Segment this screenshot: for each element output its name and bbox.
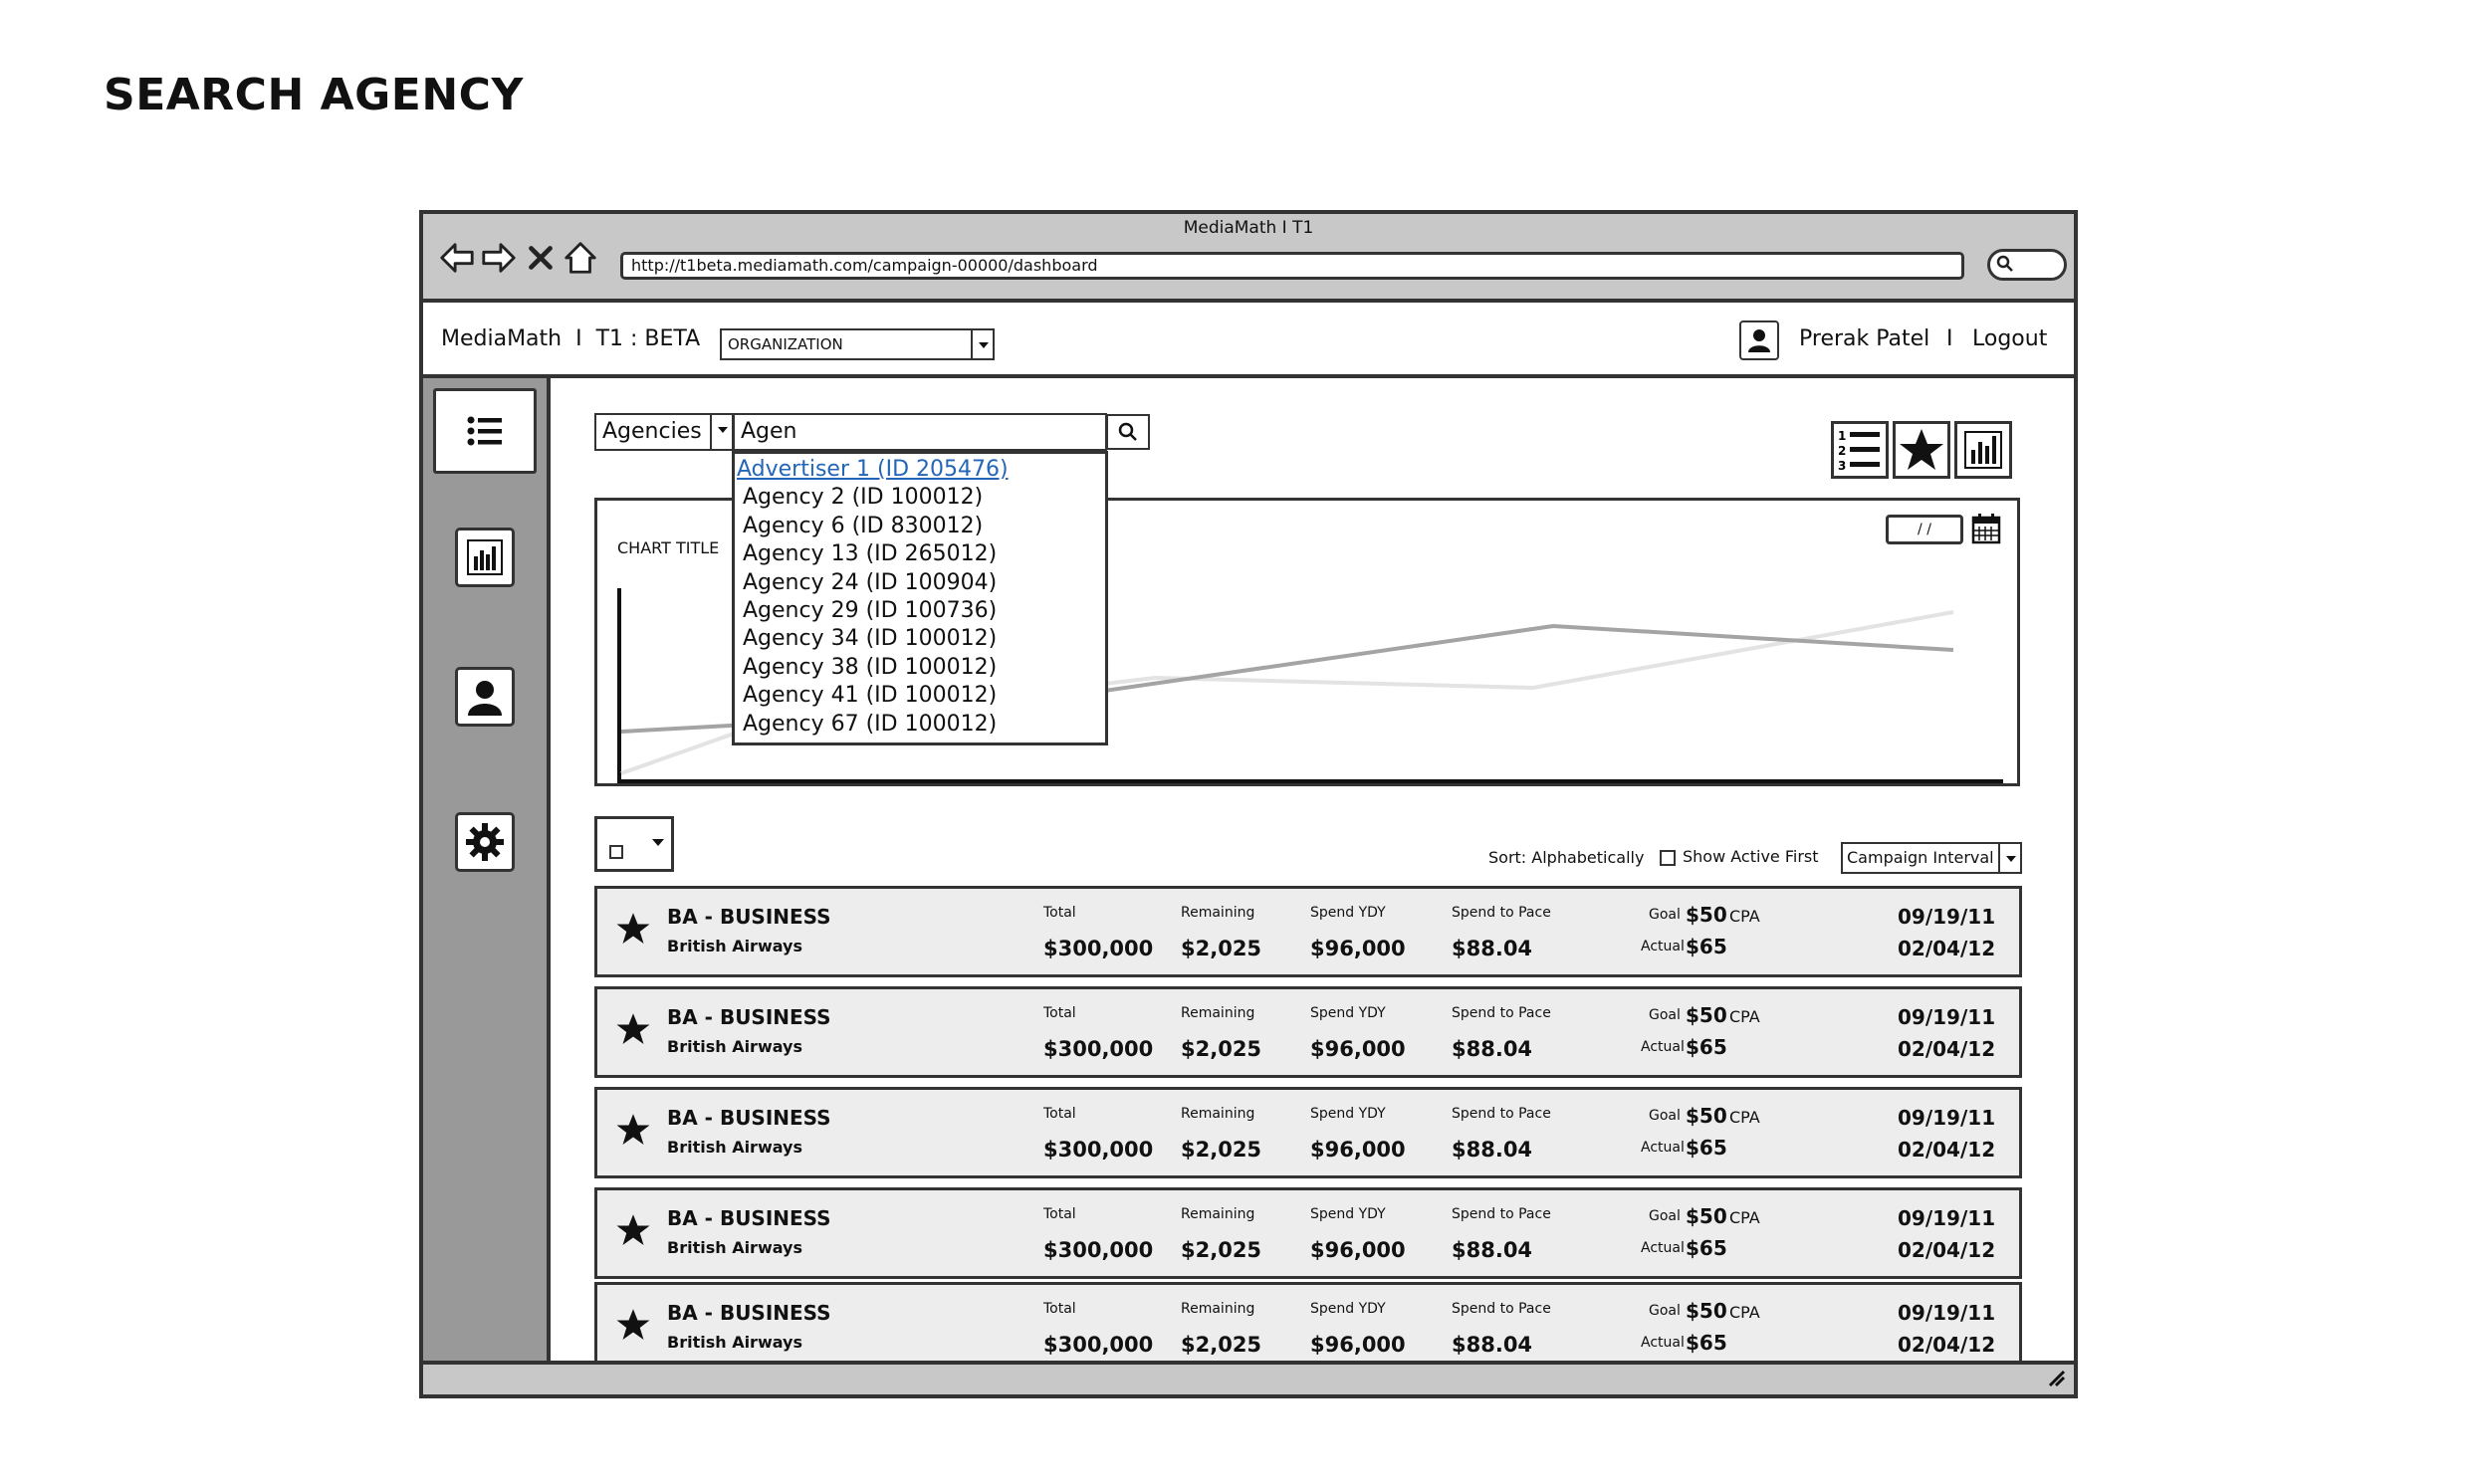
user-icon bbox=[1746, 327, 1772, 353]
goal-label: Goal bbox=[1649, 1108, 1681, 1124]
end-date: 02/04/12 bbox=[1898, 1037, 1996, 1061]
search-result-item[interactable]: Agency 34 (ID 100012) bbox=[743, 626, 998, 652]
spend-ydy-value: $96,000 bbox=[1310, 1037, 1406, 1061]
browser-window bbox=[419, 210, 2078, 1398]
numbered-list-icon bbox=[1836, 426, 1884, 474]
list-item[interactable] bbox=[594, 1087, 2022, 1178]
star-icon bbox=[1898, 426, 1945, 474]
chevron-down-icon bbox=[971, 330, 993, 358]
spend-to-pace-value: $88.04 bbox=[1452, 1037, 1533, 1061]
end-date: 02/04/12 bbox=[1898, 1333, 1996, 1357]
sidebar bbox=[423, 378, 551, 1369]
start-date: 09/19/11 bbox=[1898, 1301, 1996, 1325]
main-content bbox=[551, 378, 2074, 1369]
goal-value: $50 bbox=[1686, 903, 1727, 927]
remaining-value: $2,025 bbox=[1181, 1238, 1262, 1262]
show-active-label: Show Active First bbox=[1683, 847, 1819, 866]
search-result-item[interactable]: Agency 2 (ID 100012) bbox=[743, 485, 984, 511]
total-label: Total bbox=[1043, 1301, 1076, 1317]
remaining-label: Remaining bbox=[1181, 1106, 1255, 1122]
bar-chart-icon bbox=[1959, 426, 2007, 474]
svg-text:2: 2 bbox=[1838, 444, 1847, 458]
end-date: 02/04/12 bbox=[1898, 937, 1996, 960]
start-date: 09/19/11 bbox=[1898, 1106, 1996, 1130]
url-bar[interactable]: http://t1beta.mediamath.com/campaign-00000/dashboard bbox=[620, 252, 1964, 280]
page-title: SEARCH AGENCY bbox=[104, 70, 524, 120]
sidebar-item-settings[interactable] bbox=[455, 812, 515, 872]
goal-type: CPA bbox=[1729, 1007, 1760, 1026]
campaign-name: BA - BUSINESS bbox=[667, 1206, 831, 1230]
list-item[interactable] bbox=[594, 986, 2022, 1078]
campaign-advertiser: British Airways bbox=[667, 1238, 802, 1257]
spend-ydy-label: Spend YDY bbox=[1310, 1206, 1386, 1222]
search-result-item[interactable]: Agency 24 (ID 100904) bbox=[743, 569, 998, 595]
goal-value: $50 bbox=[1686, 1299, 1727, 1323]
end-date: 02/04/12 bbox=[1898, 1138, 1996, 1162]
spend-to-pace-label: Spend to Pace bbox=[1452, 1106, 1551, 1122]
app-header bbox=[423, 303, 2074, 378]
total-label: Total bbox=[1043, 1106, 1076, 1122]
total-value: $300,000 bbox=[1043, 1037, 1154, 1061]
campaign-name: BA - BUSINESS bbox=[667, 1005, 831, 1029]
search-result-item[interactable]: Advertiser 1 (ID 205476) bbox=[737, 457, 1009, 482]
remaining-value: $2,025 bbox=[1181, 937, 1262, 960]
resize-handle-icon[interactable] bbox=[2044, 1366, 2066, 1392]
goal-value: $50 bbox=[1686, 1204, 1727, 1228]
total-label: Total bbox=[1043, 905, 1076, 921]
campaign-advertiser: British Airways bbox=[667, 1138, 802, 1157]
sidebar-item-reports[interactable] bbox=[455, 528, 515, 587]
actual-label: Actual bbox=[1641, 939, 1685, 954]
goal-label: Goal bbox=[1649, 907, 1681, 923]
star-icon[interactable] bbox=[615, 1011, 651, 1047]
spend-to-pace-value: $88.04 bbox=[1452, 1333, 1533, 1357]
chevron-down-icon bbox=[710, 415, 732, 449]
spend-ydy-label: Spend YDY bbox=[1310, 905, 1386, 921]
back-arrow-icon[interactable] bbox=[437, 238, 477, 278]
campaign-name: BA - BUSINESS bbox=[667, 1106, 831, 1130]
start-date: 09/19/11 bbox=[1898, 1206, 1996, 1230]
spend-to-pace-label: Spend to Pace bbox=[1452, 1005, 1551, 1021]
actual-value: $65 bbox=[1686, 1035, 1727, 1059]
spend-ydy-value: $96,000 bbox=[1310, 1333, 1406, 1357]
search-result-item[interactable]: Agency 67 (ID 100012) bbox=[743, 711, 998, 737]
remaining-label: Remaining bbox=[1181, 1301, 1255, 1317]
total-label: Total bbox=[1043, 1206, 1076, 1222]
search-result-item[interactable]: Agency 29 (ID 100736) bbox=[743, 597, 998, 623]
bar-chart-icon bbox=[464, 536, 506, 578]
spend-ydy-label: Spend YDY bbox=[1310, 1106, 1386, 1122]
goal-value: $50 bbox=[1686, 1003, 1727, 1027]
campaign-advertiser: British Airways bbox=[667, 1333, 802, 1352]
list-item[interactable] bbox=[594, 886, 2022, 977]
campaign-list bbox=[594, 886, 2022, 1369]
remaining-label: Remaining bbox=[1181, 905, 1255, 921]
sidebar-item-list[interactable] bbox=[433, 388, 537, 474]
sort-label[interactable]: Sort: Alphabetically bbox=[1488, 848, 1645, 867]
spend-to-pace-label: Spend to Pace bbox=[1452, 1301, 1551, 1317]
chart-title: CHART TITLE bbox=[617, 538, 720, 557]
browser-toolbar bbox=[423, 214, 2074, 303]
search-button[interactable] bbox=[1106, 414, 1150, 450]
organization-select[interactable] bbox=[720, 328, 995, 360]
svg-text:3: 3 bbox=[1838, 459, 1847, 473]
search-scope-select[interactable] bbox=[594, 413, 734, 451]
total-value: $300,000 bbox=[1043, 1238, 1154, 1262]
bulk-select-button[interactable] bbox=[594, 816, 674, 872]
spend-ydy-value: $96,000 bbox=[1310, 937, 1406, 960]
home-icon[interactable] bbox=[561, 238, 600, 278]
spend-to-pace-value: $88.04 bbox=[1452, 937, 1533, 960]
chevron-down-icon bbox=[1998, 844, 2020, 872]
remaining-value: $2,025 bbox=[1181, 1333, 1262, 1357]
actual-value: $65 bbox=[1686, 1236, 1727, 1260]
goal-label: Goal bbox=[1649, 1303, 1681, 1319]
remaining-label: Remaining bbox=[1181, 1005, 1255, 1021]
interval-select[interactable] bbox=[1841, 842, 2022, 874]
actual-value: $65 bbox=[1686, 935, 1727, 958]
spend-to-pace-label: Spend to Pace bbox=[1452, 905, 1551, 921]
remaining-label: Remaining bbox=[1181, 1206, 1255, 1222]
start-date: 09/19/11 bbox=[1898, 905, 1996, 929]
user-icon bbox=[464, 676, 506, 718]
favorites-view-button[interactable] bbox=[1893, 421, 1950, 479]
total-value: $300,000 bbox=[1043, 1138, 1154, 1162]
spend-ydy-value: $96,000 bbox=[1310, 1238, 1406, 1262]
goal-value: $50 bbox=[1686, 1104, 1727, 1128]
start-date: 09/19/11 bbox=[1898, 1005, 1996, 1029]
spend-to-pace-label: Spend to Pace bbox=[1452, 1206, 1551, 1222]
search-result-item[interactable]: Agency 41 (ID 100012) bbox=[743, 683, 998, 709]
interval-select-value: Campaign Interval bbox=[1847, 848, 1994, 867]
avatar[interactable] bbox=[1739, 320, 1779, 360]
end-date: 02/04/12 bbox=[1898, 1238, 1996, 1262]
search-result-item[interactable]: Agency 6 (ID 830012) bbox=[743, 513, 984, 538]
goal-type: CPA bbox=[1729, 1108, 1760, 1127]
campaign-advertiser: British Airways bbox=[667, 1037, 802, 1056]
app-brand: MediaMath I T1 : BETA bbox=[441, 326, 701, 351]
chevron-down-icon bbox=[652, 839, 664, 846]
total-label: Total bbox=[1043, 1005, 1076, 1021]
star-icon[interactable] bbox=[615, 1307, 651, 1343]
spend-ydy-label: Spend YDY bbox=[1310, 1005, 1386, 1021]
list-item[interactable] bbox=[594, 1187, 2022, 1279]
campaign-name: BA - BUSINESS bbox=[667, 905, 831, 929]
remaining-value: $2,025 bbox=[1181, 1138, 1262, 1162]
actual-label: Actual bbox=[1641, 1039, 1685, 1055]
remaining-value: $2,025 bbox=[1181, 1037, 1262, 1061]
search-result-item[interactable]: Agency 38 (ID 100012) bbox=[743, 654, 998, 680]
search-icon bbox=[1118, 422, 1138, 442]
search-results-dropdown bbox=[732, 451, 1108, 745]
star-icon[interactable] bbox=[615, 1212, 651, 1248]
goal-type: CPA bbox=[1729, 907, 1760, 926]
total-value: $300,000 bbox=[1043, 1333, 1154, 1357]
browser-title: MediaMath I T1 bbox=[1183, 218, 1314, 238]
goal-label: Goal bbox=[1649, 1208, 1681, 1224]
actual-value: $65 bbox=[1686, 1136, 1727, 1160]
goal-label: Goal bbox=[1649, 1007, 1681, 1023]
gear-icon bbox=[464, 821, 506, 863]
header-separator: I bbox=[1946, 326, 1953, 351]
forward-arrow-icon[interactable] bbox=[479, 238, 519, 278]
campaign-advertiser: British Airways bbox=[667, 937, 802, 955]
star-icon[interactable] bbox=[615, 911, 651, 947]
search-scope-value: Agencies bbox=[602, 419, 702, 444]
checkbox-icon bbox=[609, 845, 623, 859]
user-name[interactable]: Prerak Patel bbox=[1799, 326, 1930, 351]
chart-view-button[interactable] bbox=[1954, 421, 2012, 479]
goal-type: CPA bbox=[1729, 1208, 1760, 1227]
svg-text:1: 1 bbox=[1838, 429, 1847, 443]
spend-ydy-label: Spend YDY bbox=[1310, 1301, 1386, 1317]
numbered-list-view-button[interactable] bbox=[1831, 421, 1889, 479]
search-icon bbox=[1996, 255, 2014, 277]
actual-label: Actual bbox=[1641, 1240, 1685, 1256]
actual-label: Actual bbox=[1641, 1140, 1685, 1156]
actual-label: Actual bbox=[1641, 1335, 1685, 1351]
show-active-checkbox[interactable] bbox=[1660, 850, 1676, 866]
actual-value: $65 bbox=[1686, 1331, 1727, 1355]
list-icon bbox=[464, 410, 506, 452]
campaign-name: BA - BUSINESS bbox=[667, 1301, 831, 1325]
total-value: $300,000 bbox=[1043, 937, 1154, 960]
search-input[interactable]: Agen bbox=[733, 413, 1107, 451]
spend-to-pace-value: $88.04 bbox=[1452, 1138, 1533, 1162]
star-icon[interactable] bbox=[615, 1112, 651, 1148]
close-icon[interactable] bbox=[521, 238, 561, 278]
spend-ydy-value: $96,000 bbox=[1310, 1138, 1406, 1162]
search-result-item[interactable]: Agency 13 (ID 265012) bbox=[743, 541, 998, 567]
browser-search-field[interactable] bbox=[1987, 249, 2067, 281]
spend-to-pace-value: $88.04 bbox=[1452, 1238, 1533, 1262]
organization-select-value: ORGANIZATION bbox=[728, 335, 843, 353]
date-input[interactable]: / / bbox=[1886, 515, 1963, 544]
status-bar bbox=[423, 1361, 2074, 1394]
sidebar-item-users[interactable] bbox=[455, 667, 515, 727]
goal-type: CPA bbox=[1729, 1303, 1760, 1322]
logout-link[interactable]: Logout bbox=[1972, 326, 2048, 351]
list-item[interactable] bbox=[594, 1282, 2022, 1369]
